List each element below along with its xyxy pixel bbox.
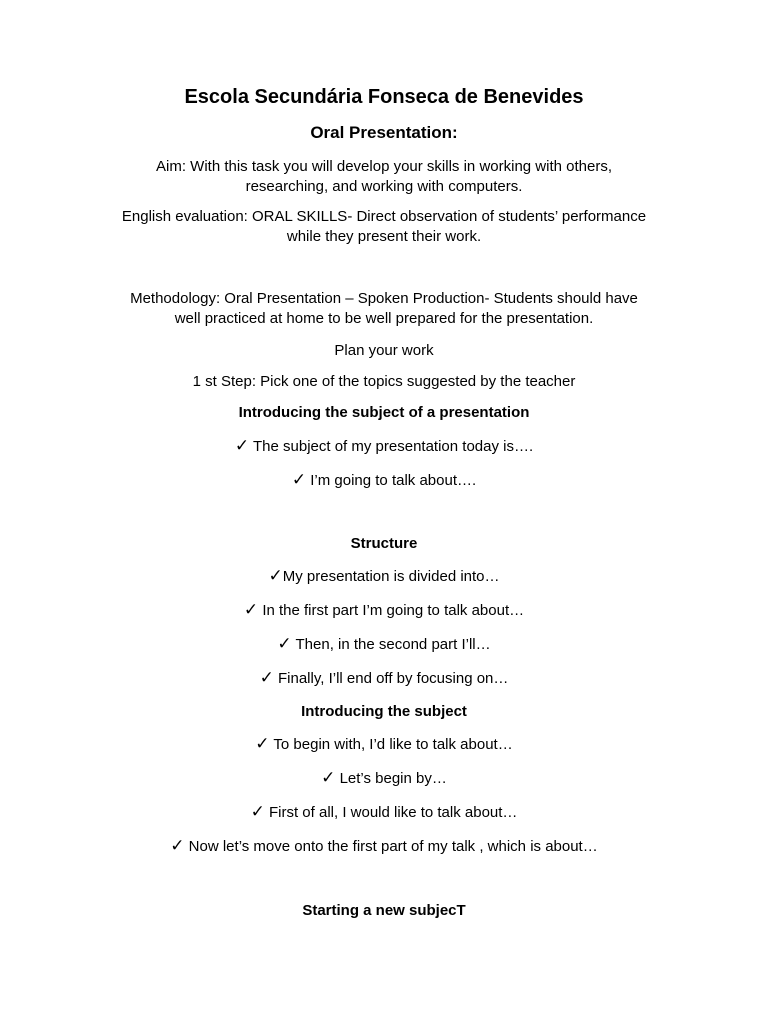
section-heading-introducing-subject: Introducing the subject [301,703,467,720]
section-heading-introducing-presentation: Introducing the subject of a presentation [238,404,530,421]
list-item-text: In the first part I’m going to talk about… [262,602,525,619]
list-item [0,836,768,857]
checkmark-icon: ✓ [321,768,336,787]
aim-line-2: researching, and working with computers. [245,178,523,195]
list-item [0,668,768,689]
methodology-line-1: Methodology: Oral Presentation – Spoken Production- Students should have [130,290,638,307]
list-item-text: Now let’s move onto the first part of my talk , which is about… [188,838,598,855]
school-name: Escola Secundária Fonseca de Benevides [184,86,584,108]
step-one-text: 1 st Step: Pick one of the topics suggested by the teacher [192,373,576,390]
checkmark-icon: ✓ [277,634,292,653]
checkmark-icon: ✓ [170,836,185,855]
list-item [0,734,768,755]
evaluation-line-2: while they present their work. [286,228,482,245]
list-item-text: I’m going to talk about…. [310,472,477,489]
list-item [0,768,768,789]
section-heading-structure: Structure [350,535,418,552]
list-item-text: Let’s begin by… [339,770,447,787]
evaluation-line-1: English evaluation: ORAL SKILLS- Direct observation of students’ performance [121,208,647,225]
checkmark-icon: ✓ [268,566,283,585]
list-item-text: To begin with, I’d like to talk about… [273,736,513,753]
plan-text: Plan your work [334,342,434,359]
checkmark-icon: ✓ [234,436,250,455]
list-item-text: Then, in the second part I’ll… [295,636,491,653]
list-item-text: First of all, I would like to talk about… [268,804,518,821]
list-item-text: Finally, I’ll end off by focusing on… [278,670,509,687]
methodology-line-2: well practiced at home to be well prepared for the presentation. [174,310,594,327]
checkmark-icon: ✓ [259,668,274,687]
document-title: Oral Presentation: [310,123,458,142]
list-item [0,566,768,587]
list-item [0,802,768,823]
list-item [0,470,768,491]
checkmark-icon: ✓ [255,734,270,753]
checkmark-icon: ✓ [250,802,265,821]
list-item-text: My presentation is divided into… [282,568,500,585]
list-item [0,436,768,457]
list-item-text: The subject of my presentation today is…. [253,438,534,455]
checkmark-icon: ✓ [291,470,307,489]
checkmark-icon: ✓ [243,600,259,619]
section-heading-new-subject: Starting a new subjecT [302,902,466,919]
list-item [0,600,768,621]
list-item [0,634,768,655]
aim-line-1: Aim: With this task you will develop your skills in working with others, [156,158,612,175]
